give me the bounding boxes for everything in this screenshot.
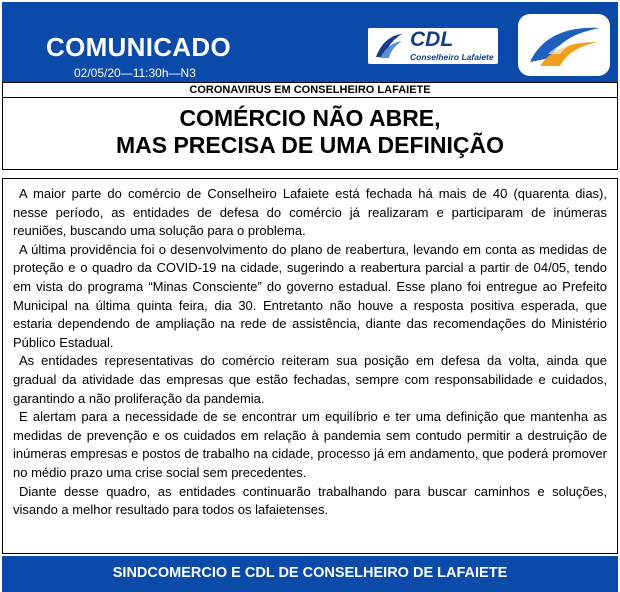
headline-line-1: COMÉRCIO NÃO ABRE, [179,105,441,131]
headline [2,98,618,170]
cdl-logo [368,28,498,64]
paragraph: A última providência foi o desenvolvimento do plano de reabertura, levando em conta as medidas de proteção e o quadro da COVID-19 na cidade, sugerindo a reabertura parcial a partir de 04/05, tendo em vista do programa “Minas Consciente” do governo estadual. Esse plano foi entregue ao Prefeito Municipal na última quinta feira, dia 30. Entretanto não houve a resposta positiva esperada, que estaria dependendo de ampliação na rede de assistência, diante das recomendações do Ministério Público Estadual. [13,241,607,350]
f-swoosh-icon [518,14,610,76]
header-banner [2,2,618,82]
cdl-logo-text: CDL [410,28,454,51]
subheading: CORONAVIRUS EM CONSELHEIRO LAFAIETE [2,82,618,98]
headline-line-2: MAS PRECISA DE UMA DEFINIÇÃO [115,132,505,158]
bulletin-title: COMUNICADO [46,32,231,62]
paragraph: Diante desse quadro, as entidades continuarão trabalhando para buscar caminhos e soluções, visando a melhor resultado para todos os lafaietenses. [13,483,607,518]
cdl-swoosh-icon [374,31,404,61]
date-line: 02/05/20—11:30h—N3 [74,66,196,80]
f-logo [518,14,610,76]
cdl-logo-subtext: Conselheiro Lafaiete [410,52,494,62]
footer-banner: SINDCOMERCIO E CDL DE CONSELHEIRO DE LAFAIETE [2,556,618,592]
paragraph: As entidades representativas do comércio reiteram sua posição em defesa da volta, ainda que gradual da atividade das empresas que estão fechadas, sempre com responsabilidade e cuidados, garantindo a não proliferação da pandemia. [13,353,607,406]
article-body [2,178,618,554]
paragraph: E alertam para a necessidade de se encontrar um equilíbrio e ter uma definição que mantenha as medidas de prevenção e os cuidados em relação à pandemia sem contudo permitir a destruição de inúmeras empresas e postos de trabalho na cidade, processo já em andamento, que poderá promover no médio prazo uma crise social sem precedentes. [13,409,607,480]
paragraph: A maior parte do comércio de Conselheiro Lafaiete está fechada há mais de 40 (quarenta dias), nesse período, as entidades de defesa do comércio já realizaram e participaram de inúmeras reuniões, buscando uma solução para o problema. [13,186,607,239]
